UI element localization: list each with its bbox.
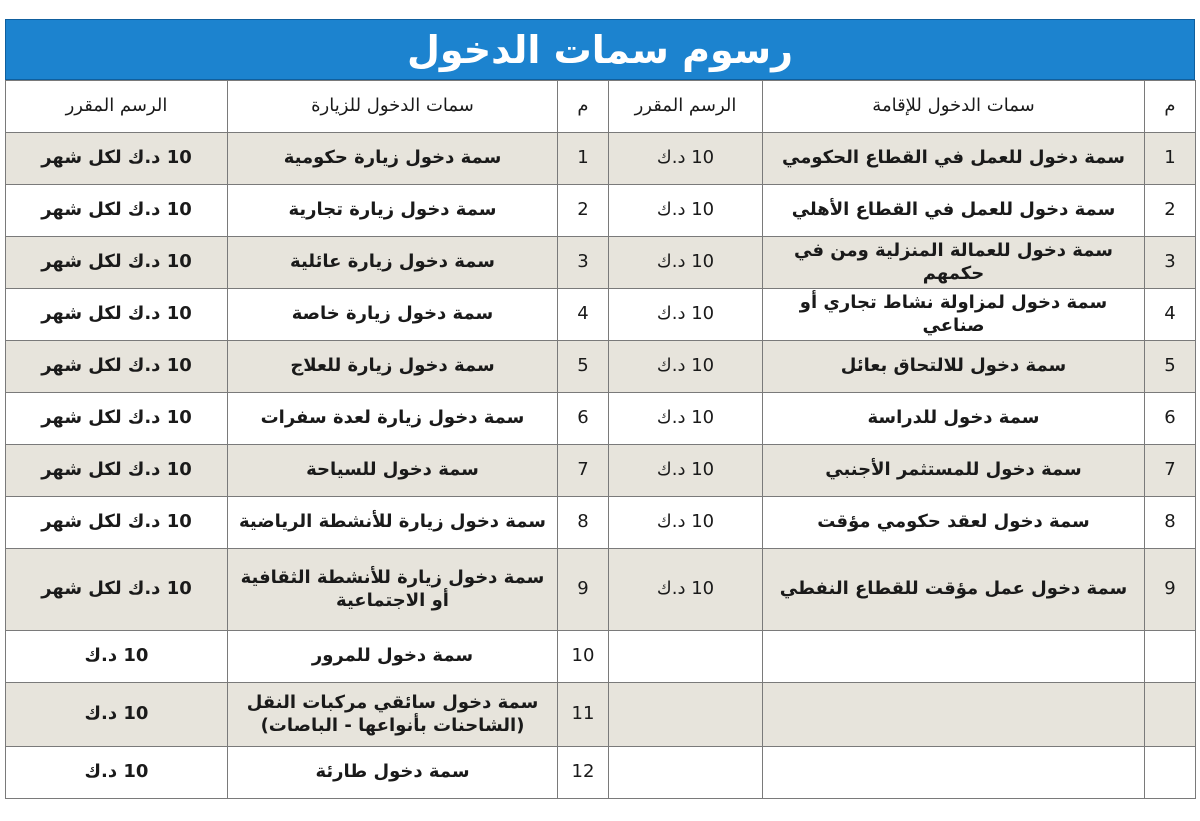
visit-fee-cell: 10 د.ك لكل شهر [6, 185, 228, 237]
visit-fee-cell: 10 د.ك [6, 631, 228, 683]
visit-fee-cell: 10 د.ك لكل شهر [6, 393, 228, 445]
residence-visa-cell: سمة دخول للمستثمر الأجنبي [763, 445, 1145, 497]
residence-visa-cell [763, 683, 1145, 747]
residence-fee-cell: 10 د.ك [609, 237, 763, 289]
residence-fee-cell: 10 د.ك [609, 341, 763, 393]
visit-visa-cell: سمة دخول للسياحة [228, 445, 558, 497]
visit-number-cell: 7 [558, 445, 609, 497]
visit-number-cell: 5 [558, 341, 609, 393]
residence-number-cell: 3 [1145, 237, 1196, 289]
residence-visa-cell: سمة دخول عمل مؤقت للقطاع النفطي [763, 549, 1145, 631]
residence-fee-cell [609, 683, 763, 747]
residence-number-cell: 9 [1145, 549, 1196, 631]
visit-fee-cell: 10 د.ك لكل شهر [6, 445, 228, 497]
table-row [6, 289, 1196, 341]
visit-visa-cell: سمة دخول للمرور [228, 631, 558, 683]
table-header-row [6, 81, 1196, 133]
table-row [6, 683, 1196, 747]
visit-number-cell: 1 [558, 133, 609, 185]
residence-fee-cell [609, 631, 763, 683]
visit-number-cell: 12 [558, 747, 609, 799]
header-visit-number: م [558, 81, 609, 133]
visit-number-cell: 9 [558, 549, 609, 631]
table-row [6, 393, 1196, 445]
table-row [6, 497, 1196, 549]
visit-fee-cell: 10 د.ك [6, 747, 228, 799]
residence-visa-cell [763, 747, 1145, 799]
visit-visa-cell: سمة دخول سائقي مركبات النقل (الشاحنات بأنواعها - الباصات) [228, 683, 558, 747]
table-row [6, 631, 1196, 683]
residence-fee-cell: 10 د.ك [609, 549, 763, 631]
visit-number-cell: 11 [558, 683, 609, 747]
visit-fee-cell: 10 د.ك لكل شهر [6, 341, 228, 393]
page-title: رسوم سمات الدخول [5, 19, 1195, 80]
visit-fee-cell: 10 د.ك [6, 683, 228, 747]
residence-fee-cell: 10 د.ك [609, 445, 763, 497]
visit-visa-cell: سمة دخول طارئة [228, 747, 558, 799]
residence-visa-cell [763, 631, 1145, 683]
visit-fee-cell: 10 د.ك لكل شهر [6, 237, 228, 289]
table-row [6, 133, 1196, 185]
residence-visa-cell: سمة دخول للعمالة المنزلية ومن في حكمهم [763, 237, 1145, 289]
residence-number-cell: 1 [1145, 133, 1196, 185]
residence-visa-cell: سمة دخول للعمل في القطاع الحكومي [763, 133, 1145, 185]
residence-number-cell [1145, 631, 1196, 683]
visit-fee-cell: 10 د.ك لكل شهر [6, 497, 228, 549]
visit-number-cell: 2 [558, 185, 609, 237]
visit-number-cell: 10 [558, 631, 609, 683]
residence-visa-cell: سمة دخول للدراسة [763, 393, 1145, 445]
residence-number-cell: 5 [1145, 341, 1196, 393]
residence-fee-cell: 10 د.ك [609, 393, 763, 445]
header-residence-visa: سمات الدخول للإقامة [763, 81, 1145, 133]
residence-fee-cell [609, 747, 763, 799]
residence-visa-cell: سمة دخول للالتحاق بعائل [763, 341, 1145, 393]
residence-number-cell: 4 [1145, 289, 1196, 341]
visit-visa-cell: سمة دخول زيارة للأنشطة الثقافية أو الاجتماعية [228, 549, 558, 631]
visit-visa-cell: سمة دخول زيارة حكومية [228, 133, 558, 185]
residence-visa-cell: سمة دخول لعقد حكومي مؤقت [763, 497, 1145, 549]
visit-number-cell: 4 [558, 289, 609, 341]
visit-visa-cell: سمة دخول زيارة خاصة [228, 289, 558, 341]
residence-fee-cell: 10 د.ك [609, 133, 763, 185]
table-row [6, 185, 1196, 237]
residence-number-cell: 6 [1145, 393, 1196, 445]
visit-visa-cell: سمة دخول زيارة للعلاج [228, 341, 558, 393]
header-residence-number: م [1145, 81, 1196, 133]
table-row [6, 747, 1196, 799]
header-visit-fee: الرسم المقرر [6, 81, 228, 133]
residence-number-cell [1145, 747, 1196, 799]
header-residence-fee: الرسم المقرر [609, 81, 763, 133]
entry-visa-fees-table [5, 80, 1196, 799]
residence-visa-cell: سمة دخول لمزاولة نشاط تجاري أو صناعي [763, 289, 1145, 341]
visit-visa-cell: سمة دخول زيارة للأنشطة الرياضية [228, 497, 558, 549]
residence-fee-cell: 10 د.ك [609, 289, 763, 341]
visit-number-cell: 3 [558, 237, 609, 289]
table-row [6, 341, 1196, 393]
residence-fee-cell: 10 د.ك [609, 497, 763, 549]
residence-number-cell [1145, 683, 1196, 747]
visit-fee-cell: 10 د.ك لكل شهر [6, 289, 228, 341]
visit-visa-cell: سمة دخول زيارة عائلية [228, 237, 558, 289]
visit-visa-cell: سمة دخول زيارة تجارية [228, 185, 558, 237]
header-visit-visa: سمات الدخول للزيارة [228, 81, 558, 133]
visit-number-cell: 6 [558, 393, 609, 445]
fees-document [5, 19, 1195, 799]
residence-number-cell: 7 [1145, 445, 1196, 497]
visit-fee-cell: 10 د.ك لكل شهر [6, 549, 228, 631]
visit-fee-cell: 10 د.ك لكل شهر [6, 133, 228, 185]
residence-visa-cell: سمة دخول للعمل في القطاع الأهلي [763, 185, 1145, 237]
table-row [6, 237, 1196, 289]
residence-fee-cell: 10 د.ك [609, 185, 763, 237]
residence-number-cell: 8 [1145, 497, 1196, 549]
residence-number-cell: 2 [1145, 185, 1196, 237]
visit-number-cell: 8 [558, 497, 609, 549]
table-row [6, 445, 1196, 497]
visit-visa-cell: سمة دخول زيارة لعدة سفرات [228, 393, 558, 445]
table-row [6, 549, 1196, 631]
